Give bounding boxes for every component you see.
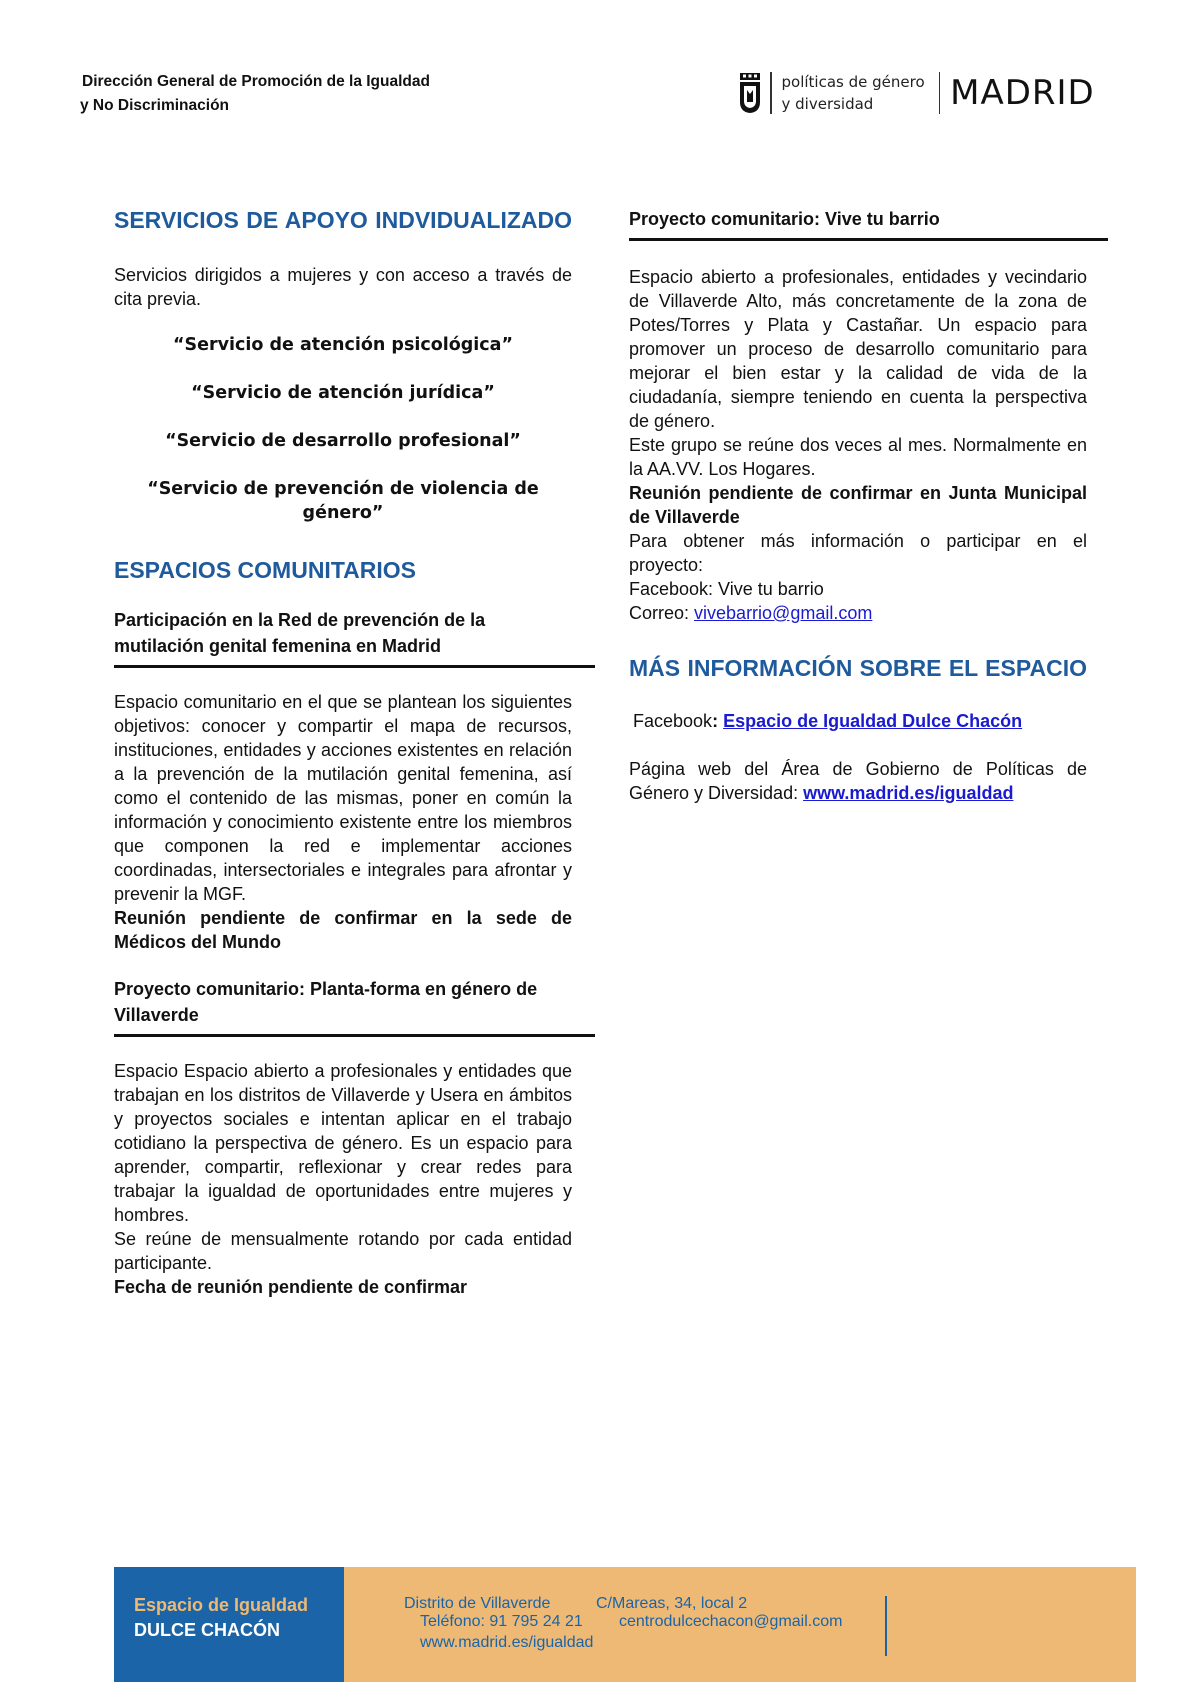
organization-line-1: Dirección General de Promoción de la Igualdad <box>82 73 430 90</box>
vive-email-line <box>629 601 1087 625</box>
vive-title: Proyecto comunitario: Vive tu barrio <box>629 209 940 229</box>
vive-body: Espacio abierto a profesionales, entidades y vecindario de Villaverde Alto, más concretamente de la zona de Potes/Torres y Plata y Castañar. Un espacio para promover un proceso de desarrollo comunitario para mejorar el bien estar y la calidad de vida de la ciudadanía, siempre teniendo en cuenta la perspectiva de género. <box>629 267 1087 431</box>
madrid-crest-icon <box>738 72 762 114</box>
more-info-title: MÁS INFORMACIÓN SOBRE EL ESPACIO <box>629 655 1087 681</box>
logo-city: MADRID <box>950 73 1095 113</box>
organization-line-2: y No Discriminación <box>80 97 230 114</box>
right-column <box>629 206 1087 805</box>
community-title: ESPACIOS COMUNITARIOS <box>114 557 416 583</box>
logo-subtitle <box>782 71 925 115</box>
vive-email-link[interactable]: vivebarrio@gmail.com <box>694 603 873 623</box>
logo-divider-2 <box>939 72 941 114</box>
footer-email[interactable]: centrodulcechacon@gmail.com <box>619 1613 843 1630</box>
service-item: “Servicio de atención jurídica” <box>191 383 495 403</box>
planta-rule <box>114 1034 595 1037</box>
footer-phone: Teléfono: 91 795 24 21 <box>420 1613 583 1630</box>
madrid-logo <box>738 70 1095 116</box>
logo-divider <box>770 72 772 114</box>
mgf-title: Participación en la Red de prevención de la mutilación genital femenina en Madrid <box>114 610 486 656</box>
footer-name-line-2: DULCE CHACÓN <box>134 1620 280 1640</box>
mgf-rule <box>114 665 595 668</box>
more-info-facebook <box>629 709 1087 733</box>
service-item: “Servicio de prevención de violencia de género” <box>147 479 539 523</box>
vive-note: Reunión pendiente de confirmar en Junta Municipal de Villaverde <box>629 483 1087 527</box>
service-item: “Servicio de atención psicológica” <box>172 335 513 355</box>
footer-address: C/Mareas, 34, local 2 <box>596 1595 748 1612</box>
vive-rule <box>629 238 1108 241</box>
logo-subtitle-line-1: políticas de género <box>781 73 925 91</box>
more-info-facebook-label: Facebook <box>633 711 713 731</box>
services-section <box>114 205 572 1299</box>
service-item: “Servicio de desarrollo profesional” <box>165 431 521 451</box>
mgf-body: Espacio comunitario en el que se plantean los siguientes objetivos: conocer y compartir el mapa de recursos, instituciones, entidades y acciones existentes en relación a la prevención de la mutilación genital femenina, así como el contenido de las mismas, poner en común la información y conocimiento existente entre los miembros que componen la red e implementar acciones coordinadas, intersectoriales e integrales para afrontar y prevenir la MGF. <box>114 692 572 904</box>
services-intro: Servicios dirigidos a mujeres y con acceso a través de cita previa. <box>114 265 572 309</box>
logo-subtitle-line-2: y diversidad <box>781 95 874 113</box>
footer-district: Distrito de Villaverde <box>404 1595 551 1612</box>
organization-name <box>82 70 430 118</box>
planta-title: Proyecto comunitario: Planta-forma en género de Villaverde <box>114 979 538 1025</box>
footer-web[interactable]: www.madrid.es/igualdad <box>420 1634 594 1651</box>
footer-divider <box>885 1596 887 1656</box>
more-info-facebook-colon: : <box>712 711 719 731</box>
mgf-note: Reunión pendiente de confirmar en la sede de Médicos del Mundo <box>114 908 572 952</box>
vive-email-label: Correo: <box>629 603 695 623</box>
footer-name-line-1: Espacio de Igualdad <box>134 1595 309 1615</box>
planta-note: Fecha de reunión pendiente de confirmar <box>114 1277 468 1297</box>
madrid-igualdad-link[interactable]: www.madrid.es/igualdad <box>803 783 1014 803</box>
planta-body: Espacio Espacio abierto a profesionales y entidades que trabajan en los distritos de Villaverde y Usera en ámbitos y proyectos sociales e intentan aplicar en el trabajo cotidiano la perspectiva de género. Es un espacio para aprender, compartir, reflexionar y crear redes para trabajar la igualdad de oportunidades entre mujeres y hombres. <box>114 1061 572 1225</box>
vive-body-2: Este grupo se reúne dos veces al mes. Normalmente en la AA.VV. Los Hogares. <box>629 435 1087 479</box>
services-title: SERVICIOS DE APOYO INDVIDUALIZADO <box>114 207 572 233</box>
vive-facebook: Facebook: Vive tu barrio <box>629 579 824 599</box>
vive-info: Para obtener más información o participar en el proyecto: <box>629 531 1087 575</box>
more-info-web-text: Página web del Área de Gobierno de Políticas de Género y Diversidad: <box>629 759 1087 803</box>
dulce-chacon-facebook-link[interactable]: Espacio de Igualdad Dulce Chacón <box>723 711 1023 731</box>
planta-body-2: Se reúne de mensualmente rotando por cada entidad participante. <box>114 1229 572 1273</box>
more-info-web <box>629 757 1087 805</box>
